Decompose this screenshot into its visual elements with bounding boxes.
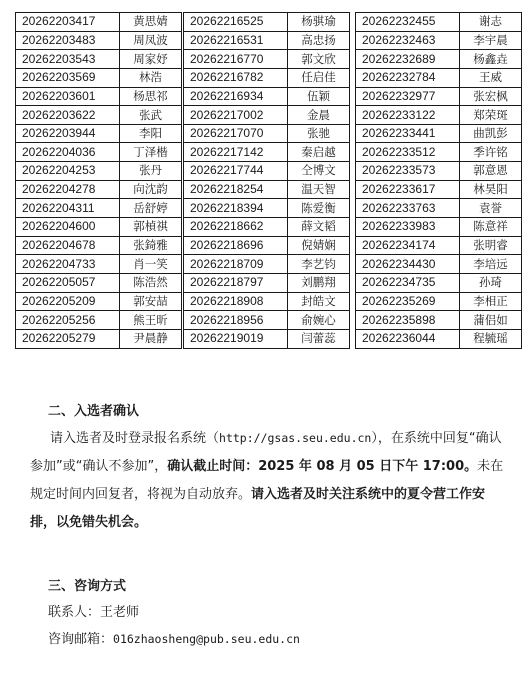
table-row — [184, 329, 350, 348]
student-name: 肖一笑 — [120, 255, 182, 274]
table-row — [16, 292, 182, 311]
student-id: 20262217070 — [184, 124, 288, 143]
student-id: 20262234735 — [356, 273, 460, 292]
student-id: 20262205209 — [16, 292, 120, 311]
admitted-list — [15, 12, 510, 353]
student-name: 倪婧娴 — [288, 236, 350, 255]
table-row — [356, 218, 522, 237]
table-row — [356, 143, 522, 162]
student-id: 20262204311 — [16, 199, 120, 218]
table-row — [184, 273, 350, 292]
table-row — [184, 31, 350, 50]
table-row — [16, 143, 182, 162]
deadline-text: 确认截止时间：2025 年 08 月 05 日下午 17:00。 — [167, 459, 478, 474]
student-id: 20262232463 — [356, 31, 460, 50]
student-name: 尹晨静 — [120, 329, 182, 348]
student-id: 20262233763 — [356, 199, 460, 218]
section-heading-contact: 三、咨询方式 — [48, 579, 127, 594]
student-name: 周凤波 — [120, 31, 182, 50]
table-row — [184, 50, 350, 69]
table-row — [184, 199, 350, 218]
student-id: 20262203622 — [16, 106, 120, 125]
student-id: 20262218394 — [184, 199, 288, 218]
student-id: 20262217744 — [184, 162, 288, 181]
student-name: 黄思婧 — [120, 13, 182, 32]
student-id: 20262205279 — [16, 329, 120, 348]
student-name: 张明睿 — [460, 236, 522, 255]
student-name: 郭意恩 — [460, 162, 522, 181]
table-row — [356, 87, 522, 106]
student-name: 李艺钧 — [288, 255, 350, 274]
table-row — [184, 218, 350, 237]
table-row — [356, 13, 522, 32]
student-name: 张丹 — [120, 162, 182, 181]
table-row — [356, 311, 522, 330]
student-id: 20262203417 — [16, 13, 120, 32]
student-id: 20262232977 — [356, 87, 460, 106]
student-name: 丁泽楷 — [120, 143, 182, 162]
table-row — [184, 68, 350, 87]
student-id: 20262203569 — [16, 68, 120, 87]
student-name: 谢志 — [460, 13, 522, 32]
table-row — [184, 162, 350, 181]
table-row — [356, 31, 522, 50]
student-name: 曲凯彭 — [460, 124, 522, 143]
student-name: 李相正 — [460, 292, 522, 311]
table-row — [356, 273, 522, 292]
table-row — [16, 236, 182, 255]
student-id: 20262216770 — [184, 50, 288, 69]
student-name: 蒲侣如 — [460, 311, 522, 330]
student-name: 陈意祥 — [460, 218, 522, 237]
student-name: 周家妤 — [120, 50, 182, 69]
student-id: 20262216525 — [184, 13, 288, 32]
table-row — [16, 273, 182, 292]
student-name: 袁誉 — [460, 199, 522, 218]
contact-line — [48, 601, 139, 620]
student-id: 20262235269 — [356, 292, 460, 311]
confirmation-paragraph — [30, 424, 506, 537]
student-name: 闫蕾蕊 — [288, 329, 350, 348]
student-name: 薛文韬 — [288, 218, 350, 237]
table-row — [16, 50, 182, 69]
table-row — [184, 255, 350, 274]
student-id: 20262205057 — [16, 273, 120, 292]
student-id: 20262217142 — [184, 143, 288, 162]
student-id: 20262232689 — [356, 50, 460, 69]
student-id: 20262204253 — [16, 162, 120, 181]
student-id: 20262233441 — [356, 124, 460, 143]
student-name: 杨骐瑜 — [288, 13, 350, 32]
student-id: 20262234430 — [356, 255, 460, 274]
table-row — [184, 13, 350, 32]
student-id: 20262234174 — [356, 236, 460, 255]
table-row — [184, 143, 350, 162]
student-id: 20262216531 — [184, 31, 288, 50]
table-row — [16, 124, 182, 143]
table-row — [356, 292, 522, 311]
student-id: 20262235898 — [356, 311, 460, 330]
student-id: 20262233983 — [356, 218, 460, 237]
student-id: 20262204733 — [16, 255, 120, 274]
student-id: 20262236044 — [356, 329, 460, 348]
email-label: 咨询邮箱： — [48, 632, 114, 647]
table-row — [356, 180, 522, 199]
student-id: 20262218908 — [184, 292, 288, 311]
notice-text: 请入选者及时关注系统中的夏令营工作安排，以免错失机会。 — [30, 487, 486, 530]
student-id: 20262233512 — [356, 143, 460, 162]
table-row — [356, 329, 522, 348]
table-row — [16, 329, 182, 348]
student-id: 20262218956 — [184, 311, 288, 330]
table-row — [184, 311, 350, 330]
student-name: 李培远 — [460, 255, 522, 274]
student-name: 季许铭 — [460, 143, 522, 162]
student-name: 熊王昕 — [120, 311, 182, 330]
student-name: 程毓瑶 — [460, 329, 522, 348]
roster-table-3 — [355, 12, 522, 349]
table-row — [356, 236, 522, 255]
student-id: 20262205256 — [16, 311, 120, 330]
student-name: 林昊阳 — [460, 180, 522, 199]
table-row — [356, 162, 522, 181]
student-name: 郭楨祺 — [120, 218, 182, 237]
table-row — [184, 106, 350, 125]
student-name: 郑荣斑 — [460, 106, 522, 125]
table-row — [16, 218, 182, 237]
student-name: 张武 — [120, 106, 182, 125]
table-row — [356, 106, 522, 125]
student-id: 20262233617 — [356, 180, 460, 199]
student-id: 20262218662 — [184, 218, 288, 237]
student-name: 俞婉心 — [288, 311, 350, 330]
student-name: 孙琦 — [460, 273, 522, 292]
table-row — [16, 68, 182, 87]
contact-name: 王老师 — [100, 605, 140, 620]
student-name: 任启佳 — [288, 68, 350, 87]
student-name: 杨鑫垚 — [460, 50, 522, 69]
table-row — [16, 311, 182, 330]
student-name: 高忠扬 — [288, 31, 350, 50]
table-row — [16, 162, 182, 181]
student-id: 20262204036 — [16, 143, 120, 162]
student-name: 郭文欣 — [288, 50, 350, 69]
table-row — [16, 87, 182, 106]
student-name: 金晨 — [288, 106, 350, 125]
student-id: 20262203601 — [16, 87, 120, 106]
student-id: 20262233573 — [356, 162, 460, 181]
student-id: 20262219019 — [184, 329, 288, 348]
student-id: 20262204678 — [16, 236, 120, 255]
confirmation-text-3: 未在规定时间内回复者，将视为自动放弃。 — [30, 459, 504, 502]
table-row — [16, 199, 182, 218]
table-row — [184, 236, 350, 255]
table-row — [184, 292, 350, 311]
confirmation-text-1: 请入选者及时登录报名系统（ — [50, 431, 220, 446]
student-id: 20262218254 — [184, 180, 288, 199]
roster-table-1 — [15, 12, 182, 349]
student-name: 刘鹏翔 — [288, 273, 350, 292]
table-row — [16, 13, 182, 32]
student-id: 20262204278 — [16, 180, 120, 199]
student-name: 李阳 — [120, 124, 182, 143]
table-row — [184, 87, 350, 106]
table-row — [356, 255, 522, 274]
student-name: 杨思祁 — [120, 87, 182, 106]
student-name: 秦启越 — [288, 143, 350, 162]
student-id: 20262204600 — [16, 218, 120, 237]
student-name: 张宏枫 — [460, 87, 522, 106]
student-id: 20262203543 — [16, 50, 120, 69]
student-name: 王威 — [460, 68, 522, 87]
student-name: 仝博文 — [288, 162, 350, 181]
student-name: 张驰 — [288, 124, 350, 143]
student-name: 温天智 — [288, 180, 350, 199]
contact-email[interactable]: 016zhaosheng@pub.seu.edu.cn — [113, 632, 300, 646]
student-id: 20262218696 — [184, 236, 288, 255]
student-name: 向沈韵 — [120, 180, 182, 199]
table-row — [16, 255, 182, 274]
student-id: 20262203944 — [16, 124, 120, 143]
student-id: 20262218709 — [184, 255, 288, 274]
table-row — [356, 199, 522, 218]
student-id: 20262233122 — [356, 106, 460, 125]
roster-table-2 — [183, 12, 350, 349]
section-heading-confirmation: 二、入选者确认 — [48, 404, 140, 419]
student-name: 岳舒婷 — [120, 199, 182, 218]
table-row — [184, 124, 350, 143]
student-id: 20262232784 — [356, 68, 460, 87]
contact-label: 联系人： — [48, 605, 101, 620]
student-name: 李宇晨 — [460, 31, 522, 50]
confirmation-text-2: ），在系统中回复“确认参加”或“确认不参加”， — [30, 431, 502, 474]
student-name: 封皓文 — [288, 292, 350, 311]
table-row — [356, 124, 522, 143]
table-row — [356, 68, 522, 87]
table-row — [16, 106, 182, 125]
table-row — [16, 31, 182, 50]
student-name: 张錡雅 — [120, 236, 182, 255]
student-id: 20262216782 — [184, 68, 288, 87]
student-id: 20262218797 — [184, 273, 288, 292]
student-id: 20262232455 — [356, 13, 460, 32]
student-id: 20262217002 — [184, 106, 288, 125]
student-id: 20262216934 — [184, 87, 288, 106]
student-name: 郭安喆 — [120, 292, 182, 311]
table-row — [356, 50, 522, 69]
table-row — [184, 180, 350, 199]
student-name: 陈爱衡 — [288, 199, 350, 218]
student-id: 20262203483 — [16, 31, 120, 50]
student-name: 陈浩然 — [120, 273, 182, 292]
student-name: 林浩 — [120, 68, 182, 87]
email-line — [48, 628, 300, 647]
table-row — [16, 180, 182, 199]
student-name: 伍颖 — [288, 87, 350, 106]
system-url[interactable]: http://gsas.seu.edu.cn — [219, 431, 372, 445]
